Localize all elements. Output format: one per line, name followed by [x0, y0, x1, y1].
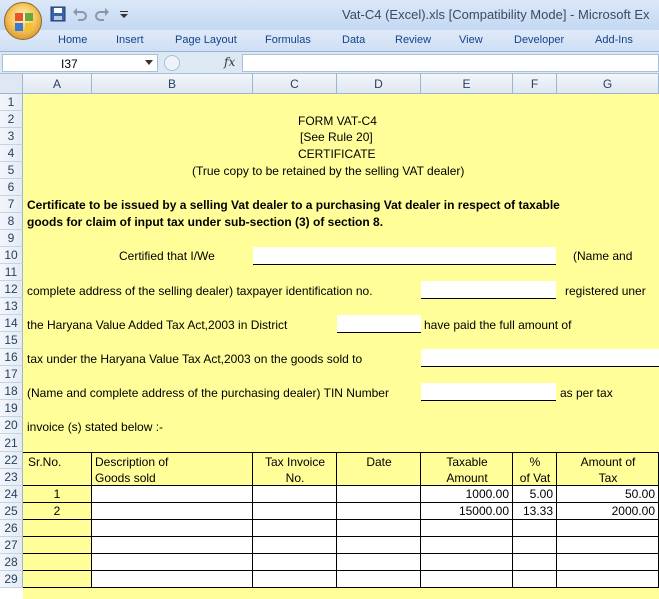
- table-header-divider: [556, 452, 557, 486]
- table-cell-srno[interactable]: [23, 554, 92, 571]
- seller-name-underline: [253, 264, 556, 265]
- table-cell-srno[interactable]: [23, 537, 92, 554]
- row-header-19[interactable]: 19: [0, 400, 23, 417]
- table-cell-date[interactable]: [337, 537, 421, 554]
- table-cell-srno[interactable]: [23, 571, 92, 588]
- table-cell-amount[interactable]: [557, 520, 659, 537]
- tin-number-field[interactable]: [421, 383, 556, 400]
- row12-label: complete address of the selling dealer) taxpayer identification no.: [27, 284, 373, 298]
- formula-input[interactable]: [242, 54, 659, 72]
- table-cell-srno[interactable]: 1: [23, 486, 92, 503]
- header-srno: Sr.No.: [28, 455, 62, 469]
- table-cell-date[interactable]: [337, 554, 421, 571]
- row-header-11[interactable]: 11: [0, 264, 23, 281]
- table-cell-amount[interactable]: [557, 554, 659, 571]
- header-description-1: Description of: [95, 455, 169, 469]
- tab-home[interactable]: Home: [58, 34, 88, 46]
- table-cell-srno[interactable]: 2: [23, 503, 92, 520]
- formula-bar: [0, 52, 659, 74]
- row14-label: the Haryana Value Added Tax Act,2003 in District: [27, 318, 288, 332]
- name-box-value: I37: [61, 57, 78, 71]
- row-header-14[interactable]: 14: [0, 315, 23, 332]
- row14-suffix: have paid the full amount of: [424, 318, 572, 332]
- row18-suffix: as per tax: [560, 386, 613, 400]
- intro-line-1: Certificate to be issued by a selling Vat dealer to a purchasing Vat dealer in respect of taxable: [27, 198, 560, 212]
- table-cell-taxable[interactable]: [421, 571, 513, 588]
- row-header-6[interactable]: 6: [0, 179, 23, 196]
- table-header-divider: [252, 452, 253, 486]
- table-cell-pct[interactable]: [513, 520, 557, 537]
- chevron-down-icon[interactable]: [145, 60, 153, 65]
- table-cell-inv[interactable]: [253, 554, 337, 571]
- undo-icon[interactable]: [72, 6, 88, 22]
- row-header-23[interactable]: 23: [0, 469, 23, 486]
- table-cell-taxable[interactable]: [421, 554, 513, 571]
- table-cell-inv[interactable]: [253, 537, 337, 554]
- taxpayer-id-field[interactable]: [421, 281, 556, 298]
- table-cell-date[interactable]: [337, 486, 421, 503]
- row-header-22[interactable]: 22: [0, 452, 23, 469]
- row-header-13[interactable]: 13: [0, 298, 23, 315]
- table-cell-amount[interactable]: [557, 571, 659, 588]
- row-header-27[interactable]: 27: [0, 537, 23, 554]
- row-header-24[interactable]: 24: [0, 486, 23, 503]
- form-title: FORM VAT-C4: [298, 114, 377, 128]
- table-cell-desc[interactable]: [92, 486, 253, 503]
- column-header-c[interactable]: C: [253, 74, 337, 94]
- ribbon-tabs: [0, 30, 659, 52]
- row-header-5[interactable]: 5: [0, 162, 23, 179]
- tab-developer[interactable]: Developer: [514, 34, 565, 46]
- tab-insert[interactable]: Insert: [116, 34, 144, 46]
- row-header-3[interactable]: 3: [0, 128, 23, 145]
- table-cell-pct[interactable]: [513, 571, 557, 588]
- row-header-26[interactable]: 26: [0, 520, 23, 537]
- column-header-d[interactable]: D: [337, 74, 421, 94]
- header-pct-1: %: [529, 455, 541, 469]
- column-header-e[interactable]: E: [421, 74, 513, 94]
- table-cell-amount[interactable]: 2000.00: [557, 503, 659, 520]
- district-underline: [337, 332, 421, 333]
- row-header-17[interactable]: 17: [0, 366, 23, 383]
- column-header-g[interactable]: G: [557, 74, 659, 94]
- intro-line-2: goods for claim of input tax under sub-section (3) of section 8.: [27, 215, 384, 229]
- table-cell-desc[interactable]: [92, 554, 253, 571]
- select-all-corner[interactable]: [0, 74, 23, 94]
- table-cell-pct[interactable]: [513, 537, 557, 554]
- table-cell-pct[interactable]: [513, 554, 557, 571]
- table-cell-desc[interactable]: [92, 503, 253, 520]
- table-cell-taxable[interactable]: [421, 537, 513, 554]
- row10-suffix: (Name and: [573, 249, 633, 263]
- name-box[interactable]: [2, 54, 158, 72]
- row18-label: (Name and complete address of the purchasing dealer) TIN Number: [27, 386, 389, 400]
- header-pct-2: of Vat: [519, 471, 551, 485]
- quick-access-toolbar: [50, 6, 132, 22]
- column-header-a[interactable]: A: [23, 74, 92, 94]
- header-description-2: Goods sold: [95, 471, 156, 485]
- buyer-name-field[interactable]: [421, 349, 659, 366]
- table-cell-desc[interactable]: [92, 520, 253, 537]
- row-header-2[interactable]: 2: [0, 111, 23, 128]
- row-header-8[interactable]: 8: [0, 213, 23, 230]
- table-cell-desc[interactable]: [92, 537, 253, 554]
- column-header-f[interactable]: F: [513, 74, 557, 94]
- table-cell-srno[interactable]: [23, 520, 92, 537]
- row-header-20[interactable]: 20: [0, 417, 23, 434]
- header-taxable-2: Amount: [446, 471, 488, 485]
- buyer-name-underline: [421, 366, 659, 367]
- table-header-divider: [420, 452, 421, 486]
- title-bar: [0, 0, 659, 30]
- tab-data[interactable]: Data: [342, 34, 366, 46]
- tab-formulas[interactable]: Formulas: [265, 34, 311, 46]
- header-taxable-1: Taxable: [446, 455, 488, 469]
- row20-label: invoice (s) stated below :-: [27, 420, 164, 434]
- table-cell-amount[interactable]: [557, 537, 659, 554]
- redo-icon[interactable]: [94, 6, 110, 22]
- table-cell-date[interactable]: [337, 520, 421, 537]
- row-header-16[interactable]: 16: [0, 349, 23, 366]
- table-cell-taxable[interactable]: [421, 520, 513, 537]
- table-cell-taxable[interactable]: 1000.00: [421, 486, 513, 503]
- table-header-divider: [91, 452, 92, 486]
- table-cell-amount[interactable]: 50.00: [557, 486, 659, 503]
- form-rule: [See Rule 20]: [300, 130, 373, 144]
- tab-add-ins[interactable]: Add-Ins: [595, 34, 633, 46]
- row-header-12[interactable]: 12: [0, 281, 23, 298]
- table-cell-pct[interactable]: 13.33: [513, 503, 557, 520]
- window-title: Vat-C4 (Excel).xls [Compatibility Mode] - Microsoft Ex: [342, 7, 650, 22]
- tab-page-layout[interactable]: Page Layout: [175, 34, 237, 46]
- customize-toolbar-icon[interactable]: [116, 6, 132, 22]
- taxpayer-id-underline: [421, 298, 556, 299]
- table-cell-inv[interactable]: [253, 571, 337, 588]
- row-header-28[interactable]: 28: [0, 554, 23, 571]
- form-heading: CERTIFICATE: [298, 147, 376, 161]
- seller-name-field[interactable]: [253, 247, 556, 264]
- row-header-25[interactable]: 25: [0, 503, 23, 520]
- table-cell-inv[interactable]: [253, 486, 337, 503]
- office-button[interactable]: [4, 2, 42, 40]
- row-header-4[interactable]: 4: [0, 145, 23, 162]
- form-note: (True copy to be retained by the selling VAT dealer): [192, 164, 465, 178]
- header-amount-1: Amount of: [580, 455, 636, 469]
- district-field[interactable]: [337, 315, 421, 332]
- table-cell-inv[interactable]: [253, 503, 337, 520]
- row10-label: Certified that I/We: [119, 249, 215, 263]
- insert-function-icon[interactable]: fx: [224, 55, 236, 69]
- header-invoice-1: Tax Invoice: [264, 455, 326, 469]
- table-cell-pct[interactable]: 5.00: [513, 486, 557, 503]
- row-header-9[interactable]: 9: [0, 230, 23, 247]
- row-header-7[interactable]: 7: [0, 196, 23, 213]
- table-top-border: [23, 452, 659, 453]
- column-header-b[interactable]: B: [92, 74, 253, 94]
- row-header-15[interactable]: 15: [0, 332, 23, 349]
- row-header-21[interactable]: 21: [0, 434, 23, 452]
- header-invoice-2: No.: [285, 471, 305, 485]
- table-header-divider: [336, 452, 337, 486]
- table-header-divider: [512, 452, 513, 486]
- table-cell-desc[interactable]: [92, 571, 253, 588]
- table-cell-inv[interactable]: [253, 520, 337, 537]
- table-cell-date[interactable]: [337, 503, 421, 520]
- tab-view[interactable]: View: [459, 34, 483, 46]
- formula-bar-resize-handle[interactable]: [164, 55, 180, 71]
- row12-suffix: registered uner: [565, 284, 646, 298]
- header-amount-2: Tax: [598, 471, 618, 485]
- row-header-10[interactable]: 10: [0, 247, 23, 264]
- tab-review[interactable]: Review: [395, 34, 432, 46]
- save-icon[interactable]: [50, 6, 66, 22]
- table-cell-taxable[interactable]: 15000.00: [421, 503, 513, 520]
- office-logo-icon: [14, 12, 34, 32]
- table-cell-date[interactable]: [337, 571, 421, 588]
- row-header-29[interactable]: 29: [0, 571, 23, 588]
- row-header-1[interactable]: 1: [0, 94, 23, 111]
- row-header-18[interactable]: 18: [0, 383, 23, 400]
- header-date: Date: [366, 455, 392, 469]
- tin-number-underline: [421, 400, 556, 401]
- row16-label: tax under the Haryana Value Tax Act,2003 on the goods sold to: [27, 352, 363, 366]
